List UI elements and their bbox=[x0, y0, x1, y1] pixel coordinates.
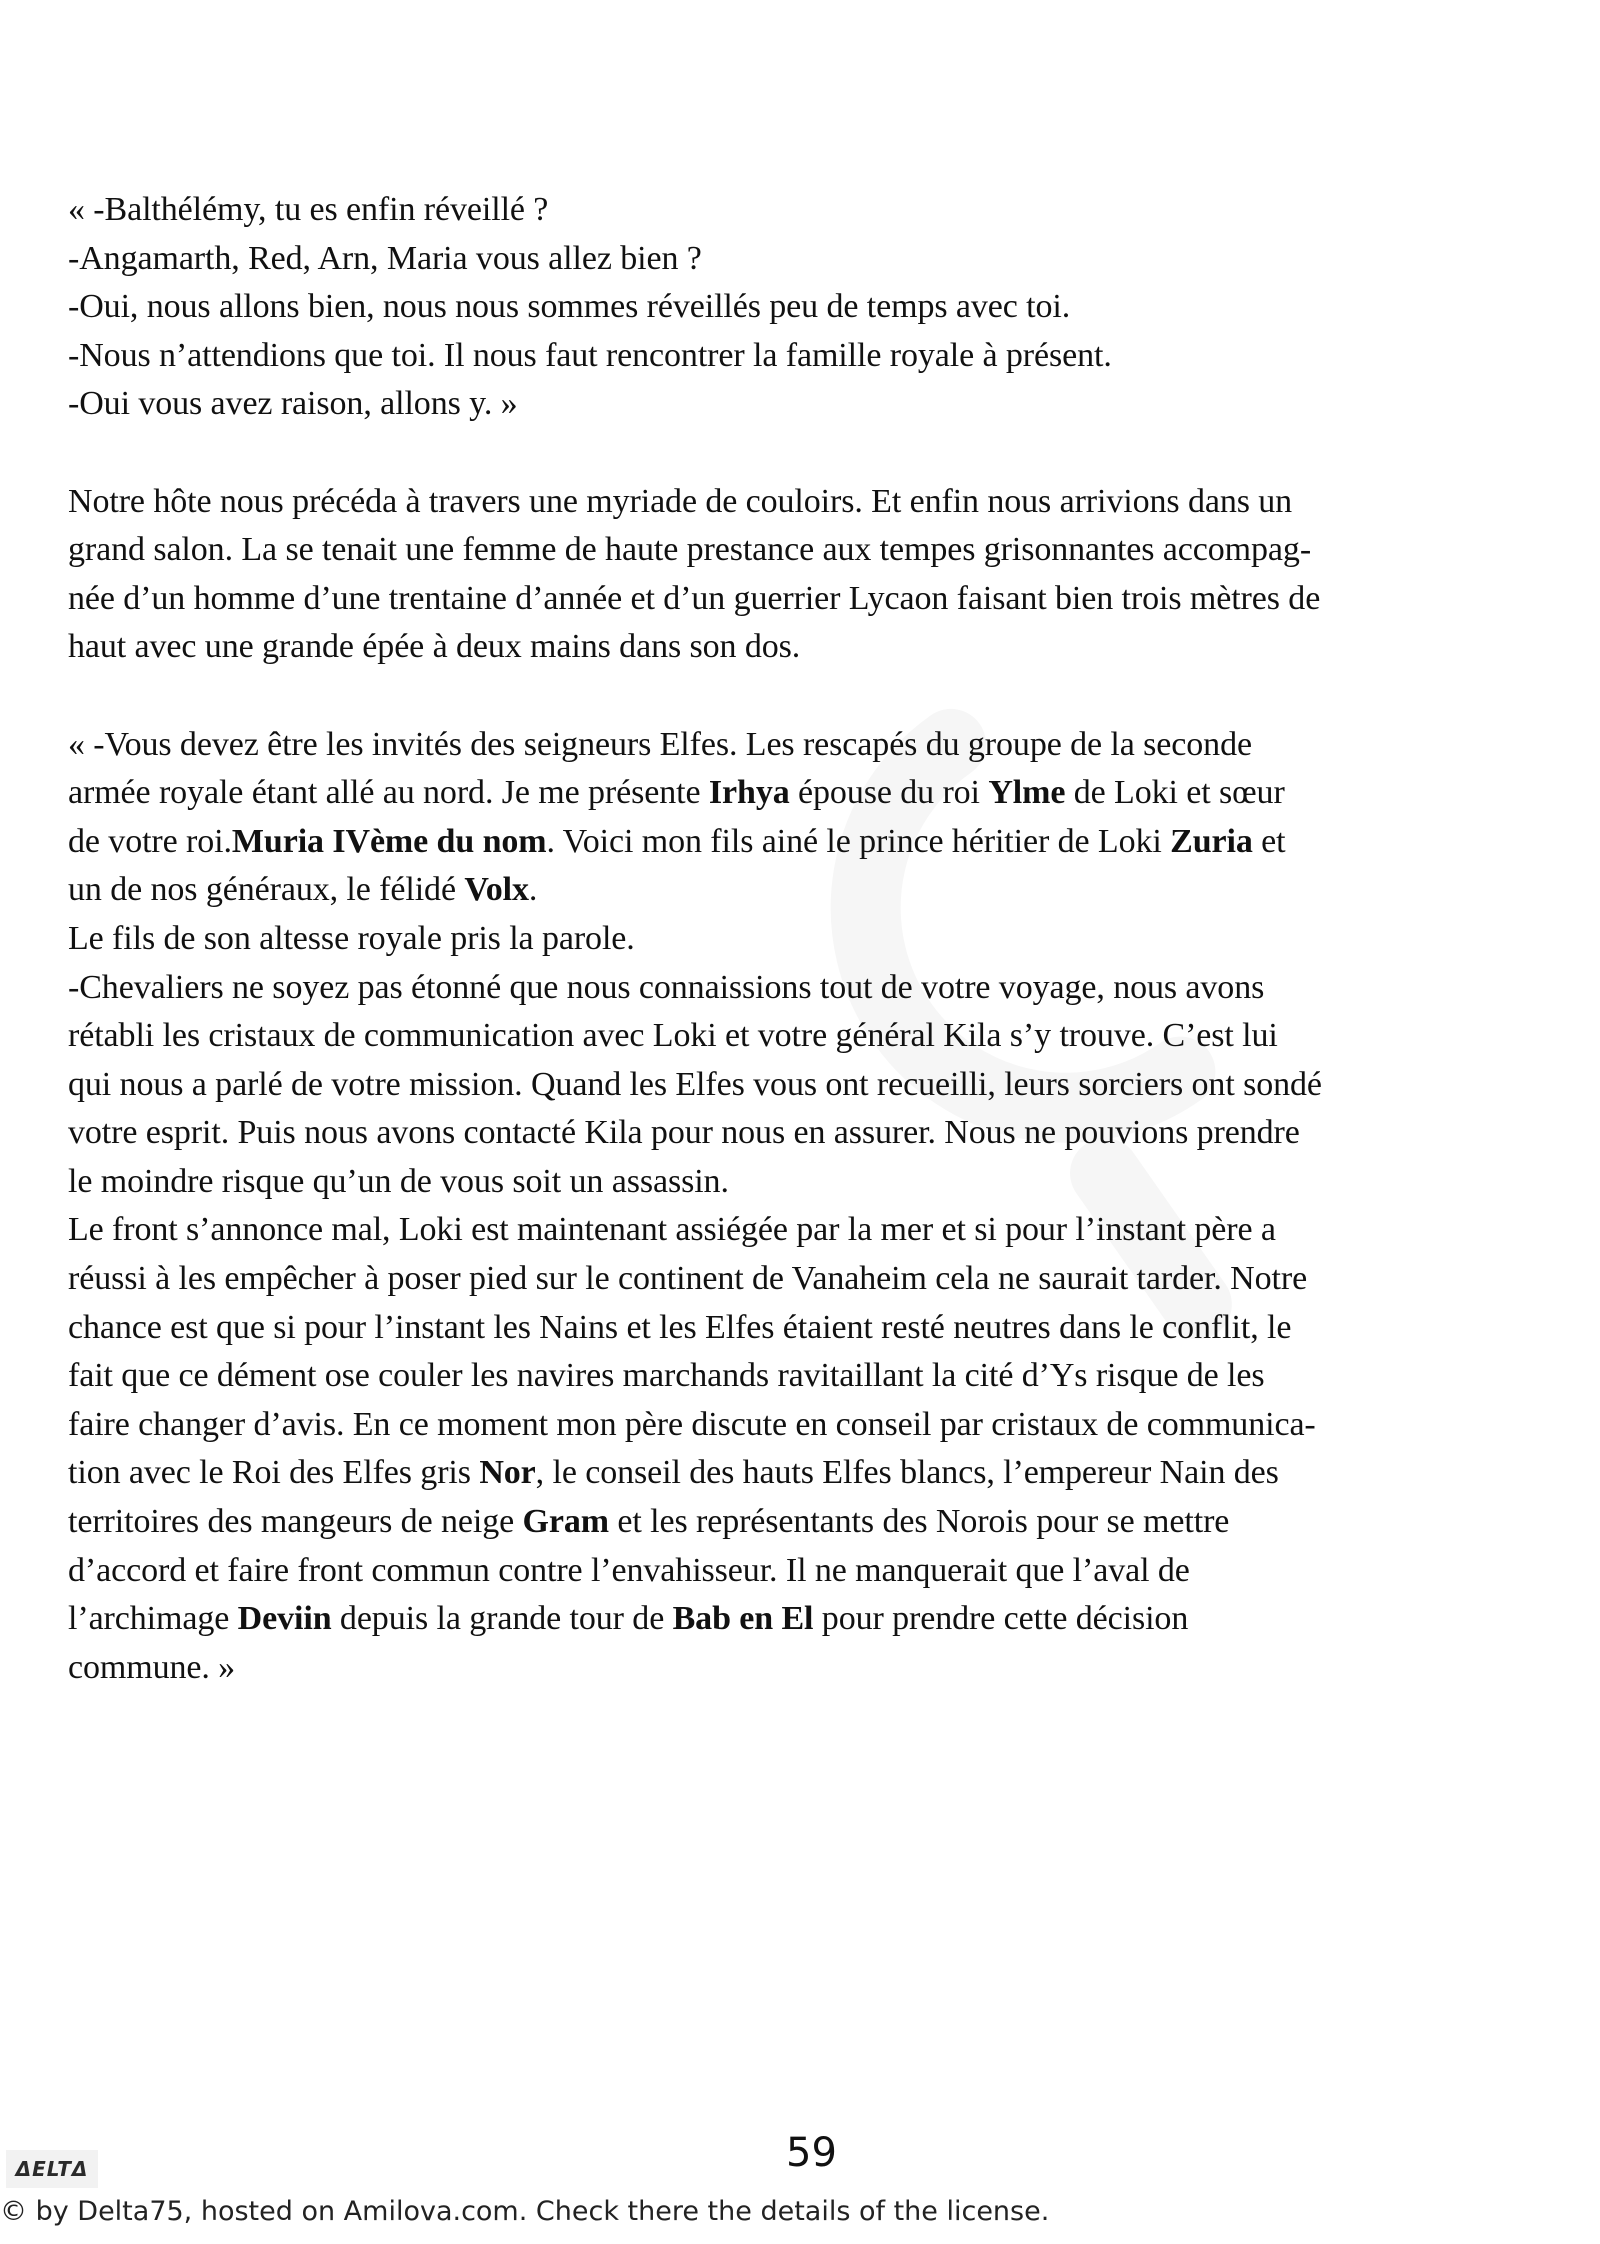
text-run: Le front s’annonce mal, Loki est maintenant assiégée par la mer et si pour l’instant père a bbox=[68, 1211, 1276, 1249]
text-run: armée royale étant allé au nord. Je me présente bbox=[68, 774, 709, 812]
text-line bbox=[68, 623, 1588, 672]
paragraph bbox=[68, 721, 1588, 1693]
text-run: -Nous n’attendions que toi. Il nous faut rencontrer la famille royale à présent. bbox=[68, 336, 1112, 374]
text-run: . Voici mon fils ainé le prince héritier de Loki bbox=[546, 822, 1171, 860]
text-line bbox=[68, 1304, 1588, 1353]
text-line bbox=[68, 818, 1588, 867]
text-run: et bbox=[1252, 822, 1286, 860]
text-run: qui nous a parlé de votre mission. Quand les Elfes vous ont recueilli, leurs sorciers ont sondé bbox=[68, 1065, 1322, 1103]
text-line bbox=[68, 1206, 1588, 1255]
text-run: fait que ce dément ose couler les navires marchands ravitaillant la cité d’Ys risque de les bbox=[68, 1357, 1265, 1395]
text-run: un de nos généraux, le félidé bbox=[68, 871, 465, 909]
bold-name: Bab en El bbox=[672, 1600, 814, 1638]
text-run: « -Balthélémy, tu es enfin réveillé ? bbox=[68, 191, 549, 228]
bold-name: Muria IVème du nom bbox=[231, 822, 547, 860]
text-run: rétabli les cristaux de communication avec Loki et votre général Kila s’y trouve. C’est lui bbox=[68, 1017, 1278, 1055]
bold-name: Gram bbox=[522, 1503, 609, 1541]
text-line bbox=[68, 283, 1588, 332]
bold-name: Nor bbox=[479, 1454, 536, 1492]
text-run: le moindre risque qu’un de vous soit un assassin. bbox=[68, 1162, 729, 1200]
text-line bbox=[68, 575, 1588, 624]
text-run: haut avec une grande épée à deux mains dans son dos. bbox=[68, 628, 801, 666]
text-line bbox=[68, 1644, 1588, 1693]
text-line bbox=[68, 1109, 1588, 1158]
page-number: 59 bbox=[786, 2130, 837, 2176]
text-line bbox=[68, 1401, 1588, 1450]
text-run: « -Vous devez être les invités des seigneurs Elfes. Les rescapés du groupe de la seconde bbox=[68, 725, 1252, 763]
text-run: -Chevaliers ne soyez pas étonné que nous connaissions tout de votre voyage, nous avons bbox=[68, 968, 1265, 1006]
text-run: épouse du roi bbox=[789, 774, 989, 812]
text-line bbox=[68, 866, 1588, 915]
text-line bbox=[68, 1547, 1588, 1596]
text-line bbox=[68, 964, 1588, 1013]
text-line bbox=[68, 1595, 1588, 1644]
text-line bbox=[68, 769, 1588, 818]
text-run: pour prendre cette décision bbox=[813, 1600, 1189, 1638]
text-run: et les représentants des Norois pour se mettre bbox=[608, 1503, 1230, 1541]
text-run: née d’un homme d’une trentaine d’année et d’un guerrier Lycaon faisant bien trois mètres de bbox=[68, 579, 1321, 617]
text-run: grand salon. La se tenait une femme de haute prestance aux tempes grisonnantes accompag- bbox=[68, 531, 1312, 569]
text-run: faire changer d’avis. En ce moment mon père discute en conseil par cristaux de communica- bbox=[68, 1405, 1316, 1443]
text-run: Notre hôte nous précéda à travers une myriade de couloirs. Et enfin nous arrivions dans un bbox=[68, 482, 1293, 520]
text-run: territoires des mangeurs de neige bbox=[68, 1503, 523, 1541]
text-run: . bbox=[528, 871, 538, 909]
text-line bbox=[68, 721, 1588, 770]
text-line bbox=[68, 915, 1588, 964]
text-run: Le fils de son altesse royale pris la parole. bbox=[68, 919, 635, 957]
bold-name: Deviin bbox=[237, 1600, 332, 1638]
text-line bbox=[68, 332, 1588, 381]
delta-logo-text: ΔELTΔ bbox=[15, 2157, 89, 2181]
bold-name: Ylme bbox=[988, 774, 1066, 812]
text-line bbox=[68, 1158, 1588, 1207]
text-run: réussi à les empêcher à poser pied sur le continent de Vanaheim cela ne saurait tarder. Notre bbox=[68, 1260, 1308, 1298]
copyright-notice: © by Delta75, hosted on Amilova.com. Check there the details of the license. bbox=[0, 2196, 1050, 2227]
text-line bbox=[68, 235, 1588, 284]
text-run: l’archimage bbox=[68, 1600, 238, 1638]
text-run: -Oui vous avez raison, allons y. » bbox=[68, 385, 518, 423]
text-line bbox=[68, 1498, 1588, 1547]
text-line bbox=[68, 1255, 1588, 1304]
text-line bbox=[68, 1061, 1588, 1110]
text-run: de votre roi. bbox=[68, 822, 232, 860]
text-run: chance est que si pour l’instant les Nains et les Elfes étaient resté neutres dans le conflit, le bbox=[68, 1308, 1292, 1346]
text-line bbox=[68, 1449, 1588, 1498]
text-run: de Loki et sœur bbox=[1065, 774, 1285, 812]
text-line bbox=[68, 186, 1588, 235]
paragraph bbox=[68, 478, 1588, 672]
text-run: depuis la grande tour de bbox=[331, 1600, 673, 1638]
text-line bbox=[68, 526, 1588, 575]
text-line bbox=[68, 380, 1588, 429]
document-body bbox=[68, 186, 1588, 1741]
text-run: d’accord et faire front commun contre l’envahisseur. Il ne manquerait que l’aval de bbox=[68, 1551, 1190, 1589]
paragraph bbox=[68, 186, 1588, 429]
text-run: tion avec le Roi des Elfes gris bbox=[68, 1454, 480, 1492]
text-line bbox=[68, 1352, 1588, 1401]
text-line bbox=[68, 478, 1588, 527]
text-run: votre esprit. Puis nous avons contacté Kila pour nous en assurer. Nous ne pouvions prendre bbox=[68, 1114, 1300, 1152]
text-line bbox=[68, 1012, 1588, 1061]
text-run: -Oui, nous allons bien, nous nous sommes réveillés peu de temps avec toi. bbox=[68, 288, 1071, 326]
text-run: , le conseil des hauts Elfes blancs, l’empereur Nain des bbox=[535, 1454, 1279, 1492]
bold-name: Volx bbox=[464, 871, 529, 909]
text-run: -Angamarth, Red, Arn, Maria vous allez bien ? bbox=[68, 239, 702, 277]
text-run: commune. » bbox=[68, 1648, 236, 1686]
bold-name: Irhya bbox=[708, 774, 790, 812]
delta-logo bbox=[6, 2150, 98, 2188]
bold-name: Zuria bbox=[1170, 822, 1253, 860]
